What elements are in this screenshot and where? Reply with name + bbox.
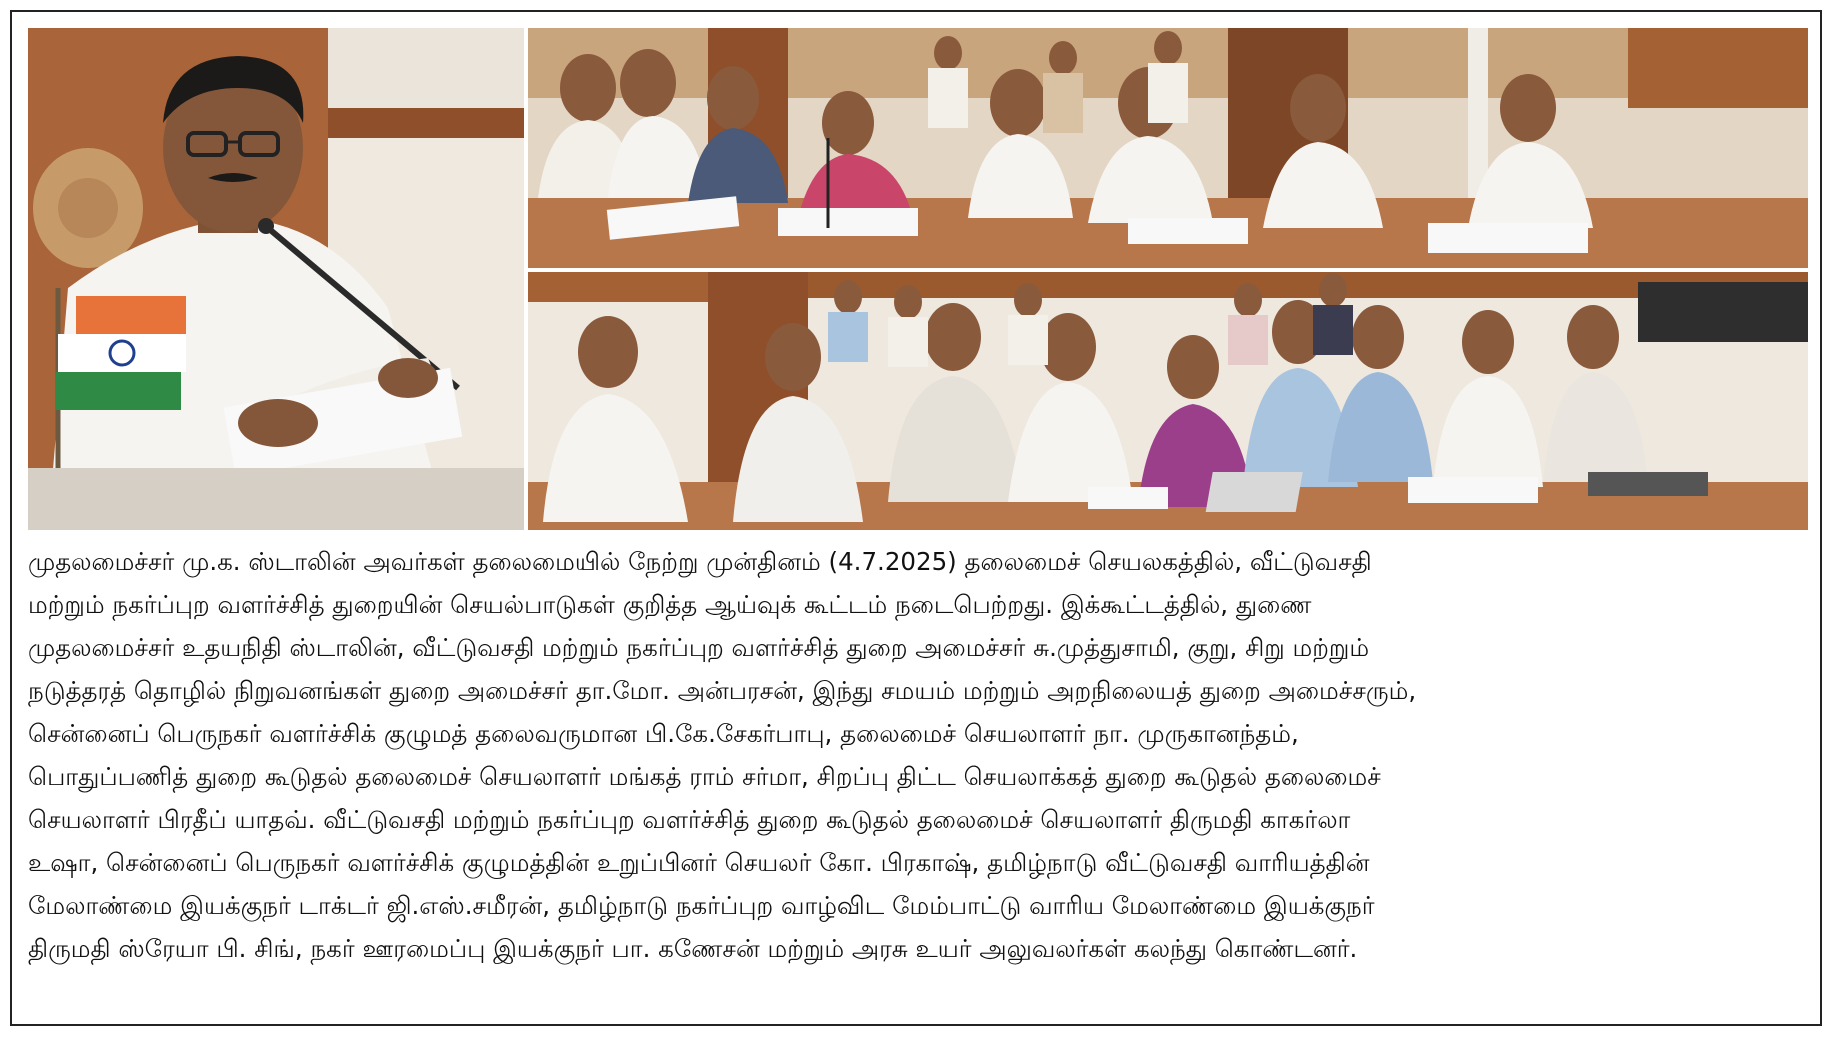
caption-line: நடுத்தரத் தொழில் நிறுவனங்கள் துறை அமைச்சர் தா.மோ. அன்பரசன், இந்து சமயம் மற்றும் அறநிலையத் துறை அமைச்சரும், <box>28 676 1417 705</box>
meeting-photo-top <box>528 28 1808 268</box>
news-caption <box>28 540 1808 1020</box>
caption-line: முதலமைச்சர் உதயநிதி ஸ்டாலின், வீட்டுவசதி மற்றும் நகர்ப்புற வளர்ச்சித் துறை அமைச்சர் சு.முத்துசாமி, குறு, சிறு மற்றும் <box>28 633 1370 662</box>
chief-minister-photo <box>28 28 524 530</box>
caption-line: செயலாளர் பிரதீப் யாதவ். வீட்டுவசதி மற்றும் நகர்ப்புற வளர்ச்சித் துறை கூடுதல் தலைமைச் செயலாளர் திருமதி காகர்லா <box>28 805 1351 834</box>
chief-minister-photo-graphic <box>28 28 524 530</box>
meeting-photo-bottom <box>528 272 1808 530</box>
caption-line: மேலாண்மை இயக்குநர் டாக்டர் ஜி.எஸ்.சமீரன், தமிழ்நாடு நகர்ப்புற வாழ்விட மேம்பாட்டு வாரிய மேலாண்மை இயக்குநர் <box>28 891 1375 920</box>
meeting-photo-top-graphic <box>528 28 1808 268</box>
caption-line: சென்னைப் பெருநகர் வளர்ச்சிக் குழுமத் தலைவருமான பி.கே.சேகர்பாபு, தலைமைச் செயலாளர் நா. முருகானந்தம், <box>28 719 1299 748</box>
caption-line: பொதுப்பணித் துறை கூடுதல் தலைமைச் செயலாளர் மங்கத் ராம் சர்மா, சிறப்பு திட்ட செயலாக்கத் துறை கூடுதல் தலைமைச் <box>28 762 1381 791</box>
caption-line: மற்றும் நகர்ப்புற வளர்ச்சித் துறையின் செயல்பாடுகள் குறித்த ஆய்வுக் கூட்டம் நடைபெற்றது. இக்கூட்டத்தில், துணை <box>28 590 1312 619</box>
meeting-photo-bottom-graphic <box>528 272 1808 530</box>
caption-line: திருமதி ஸ்ரேயா பி. சிங், நகர் ஊரமைப்பு இயக்குநர் பா. கணேசன் மற்றும் அரசு உயர் அலுவலர்கள் கலந்து கொண்டனர். <box>28 934 1358 963</box>
caption-line: உஷா, சென்னைப் பெருநகர் வளர்ச்சிக் குழுமத்தின் உறுப்பினர் செயலர் கோ. பிரகாஷ், தமிழ்நாடு வீட்டுவசதி வாரியத்தின் <box>28 848 1370 877</box>
caption-line: முதலமைச்சர் மு.க. ஸ்டாலின் அவர்கள் தலைமையில் நேற்று முன்தினம் (4.7.2025) தலைமைச் செயலகத்தில், வீட்டுவசதி <box>28 547 1372 576</box>
